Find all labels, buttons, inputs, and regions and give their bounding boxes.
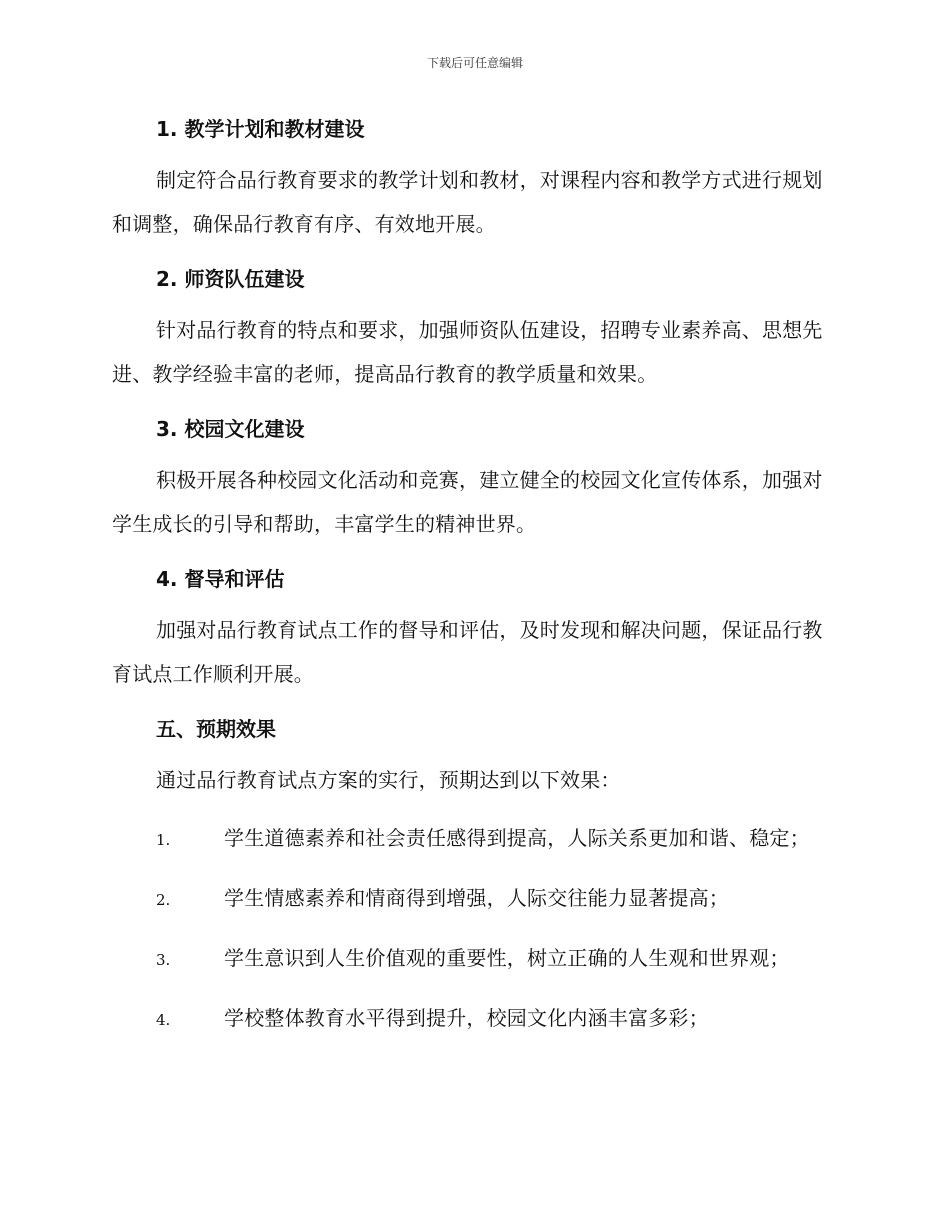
section-heading-1: 1. 教学计划和教材建设 [156, 117, 365, 141]
section-body-1: 制定符合品行教育要求的教学计划和教材，对课程内容和教学方式进行规划和调整，确保品行教育有序、有效地开展。 [112, 168, 823, 236]
list-item-text: 学生情感素养和情商得到增强，人际交往能力显著提高； [224, 886, 729, 910]
section-heading-3: 3. 校园文化建设 [156, 417, 305, 441]
section-heading-5: 五、预期效果 [156, 717, 276, 741]
list-item-text: 学生道德素养和社会责任感得到提高，人际关系更加和谐、稳定； [224, 826, 810, 850]
list-item-number: 2. [156, 891, 171, 909]
section-intro-5: 通过品行教育试点方案的实行，预期达到以下效果： [156, 768, 621, 792]
list-item-number: 1. [156, 831, 171, 849]
section-heading-4: 4. 督导和评估 [156, 567, 285, 591]
section-body-4: 加强对品行教育试点工作的督导和评估，及时发现和解决问题，保证品行教育试点工作顺利开展。 [112, 618, 823, 686]
list-item [112, 996, 838, 1042]
list-item-number: 3. [156, 951, 171, 969]
list-item-number: 4. [156, 1011, 171, 1029]
list-item [112, 936, 838, 982]
header-note: 下载后可任意编辑 [426, 56, 523, 70]
list-item [112, 816, 838, 862]
list-item [112, 876, 838, 922]
section-heading-2: 2. 师资队伍建设 [156, 267, 305, 291]
list-item-text: 学校整体教育水平得到提升，校园文化内涵丰富多彩； [224, 1006, 709, 1030]
section-body-2: 针对品行教育的特点和要求，加强师资队伍建设，招聘专业素养高、思想先进、教学经验丰富的老师，提高品行教育的教学质量和效果。 [112, 318, 823, 386]
document-body [112, 112, 838, 1042]
section-body-3: 积极开展各种校园文化活动和竞赛，建立健全的校园文化宣传体系，加强对学生成长的引导和帮助，丰富学生的精神世界。 [112, 468, 823, 536]
list-item-text: 学生意识到人生价值观的重要性，树立正确的人生观和世界观； [224, 946, 790, 970]
